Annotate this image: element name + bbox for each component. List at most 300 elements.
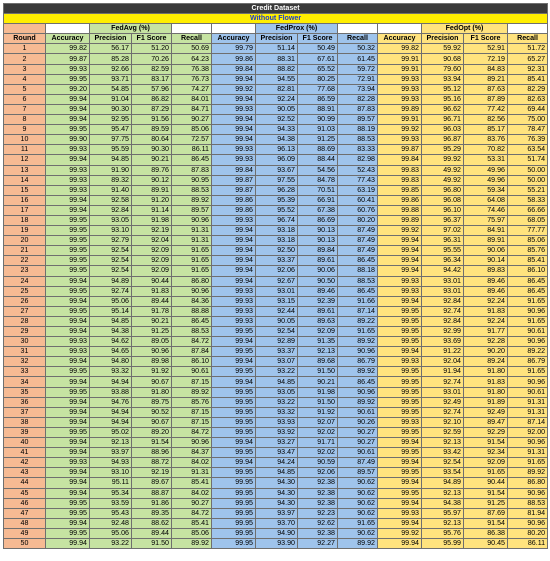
fedavg-accuracy-cell: 99.94 xyxy=(46,155,90,165)
fedopt-f1-cell: 92.49 xyxy=(464,407,508,417)
fedopt-precision-header: Precision xyxy=(422,34,464,44)
fedavg-f1-cell: 89.59 xyxy=(132,125,172,135)
table-row xyxy=(4,165,548,175)
table-row xyxy=(4,407,548,417)
fedopt-f1-cell: 90.06 xyxy=(464,246,508,256)
fedprox-accuracy-cell: 99.95 xyxy=(212,468,256,478)
fedavg-recall-cell: 50.69 xyxy=(172,44,212,54)
round-group-cell xyxy=(4,24,46,34)
fedavg-precision-cell: 93.10 xyxy=(90,226,132,236)
fedopt-accuracy-cell: 99.95 xyxy=(378,488,422,498)
fedopt-precision-cell: 92.74 xyxy=(422,407,464,417)
fedopt-precision-cell: 92.49 xyxy=(422,397,464,407)
fedopt-accuracy-cell: 99.95 xyxy=(378,397,422,407)
fedavg-f1-cell: 89.20 xyxy=(132,427,172,437)
fedprox-precision-cell: 93.18 xyxy=(256,236,298,246)
fedprox-precision-cell: 51.14 xyxy=(256,44,298,54)
fedavg-accuracy-cell: 99.87 xyxy=(46,54,90,64)
fedprox-f1-cell: 92.38 xyxy=(298,488,338,498)
fedopt-f1-cell: 91.83 xyxy=(464,306,508,316)
fedopt-precision-cell: 92.74 xyxy=(422,377,464,387)
fedopt-accuracy-cell: 99.94 xyxy=(378,236,422,246)
fedopt-accuracy-cell: 99.95 xyxy=(378,367,422,377)
fedprox-accuracy-cell: 99.87 xyxy=(212,185,256,195)
fedprox-f1-cell: 92.38 xyxy=(298,528,338,538)
fedavg-recall-cell: 84.36 xyxy=(172,296,212,306)
table-row xyxy=(4,74,548,84)
fedopt-f1-cell: 87.89 xyxy=(464,94,508,104)
fedprox-recall-cell: 61.45 xyxy=(338,54,378,64)
table-row xyxy=(4,205,548,215)
table-row xyxy=(4,417,548,427)
fedprox-recall-cell: 90.62 xyxy=(338,498,378,508)
fedopt-f1-cell: 91.25 xyxy=(464,498,508,508)
fedopt-precision-cell: 91.94 xyxy=(422,367,464,377)
fedavg-recall-cell: 91.65 xyxy=(172,256,212,266)
fedavg-recall-cell: 85.76 xyxy=(172,397,212,407)
fedavg-f1-cell: 91.80 xyxy=(132,387,172,397)
fedopt-accuracy-cell: 99.95 xyxy=(378,327,422,337)
fedopt-precision-cell: 92.13 xyxy=(422,488,464,498)
round-header: Round xyxy=(4,34,46,44)
fedopt-accuracy-cell: 99.84 xyxy=(378,155,422,165)
fedavg-recall-cell: 90.96 xyxy=(172,215,212,225)
fedavg-precision-cell: 94.85 xyxy=(90,155,132,165)
fedavg-recall-cell: 89.92 xyxy=(172,538,212,548)
fedavg-recall-cell: 84.02 xyxy=(172,488,212,498)
fedprox-f1-cell: 91.35 xyxy=(298,337,338,347)
fedprox-precision-cell: 94.85 xyxy=(256,377,298,387)
fedprox-recall-cell: 91.66 xyxy=(338,296,378,306)
fedprox-accuracy-cell: 99.94 xyxy=(212,256,256,266)
fedopt-precision-cell: 96.10 xyxy=(422,205,464,215)
fedavg-f1-cell: 86.82 xyxy=(132,94,172,104)
fedavg-f1-cell: 80.64 xyxy=(132,135,172,145)
round-cell: 34 xyxy=(4,377,46,387)
fedavg-recall-cell: 84.71 xyxy=(172,104,212,114)
fedavg-accuracy-cell: 99.93 xyxy=(46,458,90,468)
fedopt-f1-cell: 90.45 xyxy=(464,538,508,548)
fedavg-precision-cell: 92.74 xyxy=(90,286,132,296)
fedopt-precision-cell: 92.74 xyxy=(422,306,464,316)
fedopt-recall-cell: 76.39 xyxy=(508,135,548,145)
fedavg-precision-cell: 93.71 xyxy=(90,74,132,84)
fedprox-f1-cell: 67.61 xyxy=(298,54,338,64)
fedopt-accuracy-cell: 99.91 xyxy=(378,64,422,74)
fedopt-accuracy-cell: 99.94 xyxy=(378,498,422,508)
fedprox-precision-cell: 92.50 xyxy=(256,246,298,256)
fedprox-f1-cell: 90.13 xyxy=(298,236,338,246)
fedopt-f1-cell: 84.83 xyxy=(464,64,508,74)
fedprox-accuracy-cell: 99.93 xyxy=(212,306,256,316)
fedavg-recall-cell: 87.15 xyxy=(172,417,212,427)
table-row xyxy=(4,44,548,54)
fedavg-precision-cell: 95.43 xyxy=(90,508,132,518)
fedprox-precision-cell: 93.15 xyxy=(256,296,298,306)
fedavg-recall-cell: 90.27 xyxy=(172,115,212,125)
fedprox-accuracy-cell: 99.95 xyxy=(212,367,256,377)
table-row xyxy=(4,115,548,125)
fedavg-precision-cell: 56.17 xyxy=(90,44,132,54)
fedopt-precision-cell: 59.92 xyxy=(422,44,464,54)
fedopt-accuracy-cell: 99.93 xyxy=(378,135,422,145)
fedavg-recall-cell: 84.37 xyxy=(172,448,212,458)
fedopt-recall-cell: 88.53 xyxy=(508,498,548,508)
fedopt-recall-cell: 50.00 xyxy=(508,175,548,185)
fedopt-recall-cell: 86.10 xyxy=(508,266,548,276)
fedprox-f1-cell: 54.56 xyxy=(298,165,338,175)
fedavg-f1-cell: 88.87 xyxy=(132,488,172,498)
fedavg-precision-cell: 93.88 xyxy=(90,387,132,397)
fedavg-recall-cell: 76.73 xyxy=(172,74,212,84)
fedavg-precision-cell: 95.02 xyxy=(90,427,132,437)
fedprox-accuracy-cell: 99.95 xyxy=(212,387,256,397)
fedavg-recall-cell: 91.31 xyxy=(172,226,212,236)
fedprox-recall-cell: 88.53 xyxy=(338,276,378,286)
fedopt-precision-cell: 92.59 xyxy=(422,427,464,437)
fedopt-accuracy-cell: 99.94 xyxy=(378,518,422,528)
table-row xyxy=(4,347,548,357)
fedopt-f1-cell: 70.82 xyxy=(464,145,508,155)
fedprox-recall-cell: 89.92 xyxy=(338,538,378,548)
fedavg-accuracy-cell: 99.95 xyxy=(46,286,90,296)
round-cell: 47 xyxy=(4,508,46,518)
round-cell: 38 xyxy=(4,417,46,427)
fedavg-accuracy-cell: 99.94 xyxy=(46,327,90,337)
fedopt-precision-cell: 95.12 xyxy=(422,84,464,94)
round-cell: 29 xyxy=(4,327,46,337)
table-row xyxy=(4,458,548,468)
fedopt-precision-cell: 79.60 xyxy=(422,64,464,74)
fedavg-precision-cell: 94.93 xyxy=(90,458,132,468)
fedopt-recall-cell: 81.94 xyxy=(508,508,548,518)
fedavg-recall-cell: 86.11 xyxy=(172,145,212,155)
fedavg-recall-cell: 90.61 xyxy=(172,367,212,377)
fedprox-recall-cell: 77.43 xyxy=(338,175,378,185)
fedavg-accuracy-cell: 99.94 xyxy=(46,316,90,326)
fedprox-f1-cell: 89.63 xyxy=(298,316,338,326)
fedprox-precision-cell: 92.24 xyxy=(256,94,298,104)
round-cell: 17 xyxy=(4,205,46,215)
fedopt-accuracy-cell: 99.94 xyxy=(378,347,422,357)
fedavg-recall-cell: 90.96 xyxy=(172,286,212,296)
fedprox-f1-cell: 84.78 xyxy=(298,175,338,185)
fedopt-recall-cell: 86.80 xyxy=(508,478,548,488)
fedavg-f1-cell: 92.09 xyxy=(132,266,172,276)
fedavg-precision-cell: 85.28 xyxy=(90,54,132,64)
fedavg-precision-cell: 93.32 xyxy=(90,367,132,377)
table-row xyxy=(4,478,548,488)
fedavg-accuracy-cell: 99.95 xyxy=(46,367,90,377)
fedprox-precision-cell: 88.82 xyxy=(256,64,298,74)
fedavg-precision-cell: 94.80 xyxy=(90,357,132,367)
fedopt-recall-cell: 90.96 xyxy=(508,518,548,528)
fedprox-recall-cell: 90.61 xyxy=(338,448,378,458)
fedopt-f1-cell: 49.96 xyxy=(464,165,508,175)
fedprox-blank-cell xyxy=(338,24,378,34)
fedprox-accuracy-cell: 99.93 xyxy=(212,296,256,306)
fedopt-recall-header: Recall xyxy=(508,34,548,44)
fedopt-precision-cell: 92.13 xyxy=(422,438,464,448)
fedprox-accuracy-cell: 99.95 xyxy=(212,347,256,357)
fedprox-f1-cell: 92.23 xyxy=(298,508,338,518)
fedavg-f1-cell: 89.75 xyxy=(132,397,172,407)
fedopt-precision-cell: 49.92 xyxy=(422,165,464,175)
fedopt-precision-cell: 95.55 xyxy=(422,246,464,256)
fedavg-f1-cell: 89.05 xyxy=(132,337,172,347)
fedprox-accuracy-cell: 99.79 xyxy=(212,44,256,54)
fedavg-f1-cell: 90.44 xyxy=(132,276,172,286)
fedopt-accuracy-cell: 99.83 xyxy=(378,165,422,175)
fedopt-recall-cell: 85.41 xyxy=(508,256,548,266)
fedopt-precision-cell: 92.10 xyxy=(422,417,464,427)
round-cell: 35 xyxy=(4,387,46,397)
fedprox-precision-cell: 93.92 xyxy=(256,427,298,437)
fedopt-f1-cell: 91.65 xyxy=(464,468,508,478)
fedprox-recall-cell: 63.19 xyxy=(338,185,378,195)
fedprox-precision-cell: 92.67 xyxy=(256,276,298,286)
fedprox-accuracy-cell: 99.95 xyxy=(212,427,256,437)
fedopt-accuracy-cell: 99.93 xyxy=(378,508,422,518)
fedopt-f1-cell: 91.83 xyxy=(464,377,508,387)
fedopt-recall-cell: 82.63 xyxy=(508,94,548,104)
fedavg-accuracy-cell: 99.95 xyxy=(46,246,90,256)
fedopt-f1-cell: 90.44 xyxy=(464,478,508,488)
fedavg-accuracy-cell: 99.94 xyxy=(46,115,90,125)
fedavg-accuracy-cell: 99.94 xyxy=(46,195,90,205)
fedavg-recall-cell: 84.02 xyxy=(172,458,212,468)
fedavg-precision-cell: 95.59 xyxy=(90,145,132,155)
fedprox-accuracy-cell: 99.94 xyxy=(212,438,256,448)
fedavg-recall-cell: 86.10 xyxy=(172,357,212,367)
table-row xyxy=(4,377,548,387)
fedavg-f1-cell: 91.50 xyxy=(132,538,172,548)
fedprox-accuracy-cell: 99.86 xyxy=(212,54,256,64)
fedavg-recall-cell: 84.72 xyxy=(172,508,212,518)
fedprox-recall-cell: 89.92 xyxy=(338,337,378,347)
fedopt-precision-cell: 96.71 xyxy=(422,115,464,125)
fedopt-f1-cell: 91.80 xyxy=(464,387,508,397)
round-cell: 31 xyxy=(4,347,46,357)
round-cell: 16 xyxy=(4,195,46,205)
fedopt-accuracy-cell: 99.89 xyxy=(378,215,422,225)
fedprox-accuracy-cell: 99.95 xyxy=(212,327,256,337)
fedopt-f1-cell: 53.31 xyxy=(464,155,508,165)
fedprox-f1-cell: 90.99 xyxy=(298,115,338,125)
fedprox-f1-cell: 89.84 xyxy=(298,246,338,256)
fedopt-recall-cell: 91.31 xyxy=(508,448,548,458)
fedopt-f1-cell: 89.83 xyxy=(464,266,508,276)
fedopt-f1-cell: 92.09 xyxy=(464,458,508,468)
fedprox-recall-cell: 90.96 xyxy=(338,347,378,357)
fedavg-accuracy-cell: 99.94 xyxy=(46,417,90,427)
fedopt-accuracy-cell: 99.94 xyxy=(378,438,422,448)
fedprox-accuracy-cell: 99.93 xyxy=(212,316,256,326)
fedprox-recall-cell: 86.45 xyxy=(338,286,378,296)
group-header-row xyxy=(4,24,548,34)
fedopt-recall-cell: 51.74 xyxy=(508,155,548,165)
fedavg-f1-cell: 82.59 xyxy=(132,64,172,74)
fedprox-f1-cell: 92.02 xyxy=(298,427,338,437)
fedopt-precision-cell: 92.84 xyxy=(422,316,464,326)
fedprox-accuracy-cell: 99.95 xyxy=(212,407,256,417)
table-row xyxy=(4,236,548,246)
fedprox-recall-cell: 82.28 xyxy=(338,94,378,104)
fedavg-f1-cell: 90.12 xyxy=(132,175,172,185)
table-row xyxy=(4,296,548,306)
table-row xyxy=(4,64,548,74)
results-table xyxy=(3,3,548,549)
fedopt-recall-cell: 89.92 xyxy=(508,468,548,478)
fedprox-accuracy-cell: 99.94 xyxy=(212,74,256,84)
fedprox-accuracy-cell: 99.94 xyxy=(212,337,256,347)
fedprox-precision-cell: 93.37 xyxy=(256,347,298,357)
fedavg-accuracy-cell: 99.94 xyxy=(46,397,90,407)
fedopt-precision-cell: 95.99 xyxy=(422,538,464,548)
fedopt-accuracy-cell: 99.92 xyxy=(378,528,422,538)
fedopt-recall-cell: 90.61 xyxy=(508,327,548,337)
fedprox-f1-cell: 91.71 xyxy=(298,438,338,448)
fedprox-accuracy-cell: 99.93 xyxy=(212,104,256,114)
fedprox-recall-cell: 87.49 xyxy=(338,458,378,468)
fedavg-f1-cell: 90.21 xyxy=(132,316,172,326)
fedprox-f1-cell: 88.69 xyxy=(298,145,338,155)
fedavg-f1-cell: 90.21 xyxy=(132,155,172,165)
round-cell: 40 xyxy=(4,438,46,448)
fedavg-f1-cell: 90.30 xyxy=(132,145,172,155)
fedopt-recall-cell: 91.65 xyxy=(508,296,548,306)
fedavg-accuracy-header: Accuracy xyxy=(46,34,90,44)
fedopt-precision-cell: 93.01 xyxy=(422,286,464,296)
fedopt-recall-cell: 69.44 xyxy=(508,104,548,114)
fedavg-accuracy-cell: 99.94 xyxy=(46,438,90,448)
fedavg-f1-cell: 88.72 xyxy=(132,458,172,468)
fedopt-recall-cell: 91.65 xyxy=(508,458,548,468)
table-row xyxy=(4,427,548,437)
fedopt-recall-cell: 50.00 xyxy=(508,165,548,175)
fedopt-precision-cell: 97.02 xyxy=(422,226,464,236)
round-cell: 8 xyxy=(4,115,46,125)
round-cell: 4 xyxy=(4,74,46,84)
fedavg-f1-cell: 70.26 xyxy=(132,54,172,64)
round-cell: 44 xyxy=(4,478,46,488)
table-row xyxy=(4,306,548,316)
fedprox-precision-cell: 93.22 xyxy=(256,397,298,407)
fedprox-accuracy-cell: 99.86 xyxy=(212,195,256,205)
fedopt-f1-cell: 89.24 xyxy=(464,357,508,367)
fedprox-f1-cell: 92.09 xyxy=(298,327,338,337)
fedprox-accuracy-cell: 99.94 xyxy=(212,135,256,145)
fedopt-recall-cell: 77.77 xyxy=(508,226,548,236)
fedprox-accuracy-cell: 99.92 xyxy=(212,84,256,94)
fedprox-f1-cell: 89.68 xyxy=(298,357,338,367)
fedopt-precision-cell: 96.03 xyxy=(422,125,464,135)
fedprox-f1-cell: 91.98 xyxy=(298,387,338,397)
fedavg-precision-cell: 92.95 xyxy=(90,115,132,125)
round-cell: 9 xyxy=(4,125,46,135)
fedprox-precision-cell: 94.85 xyxy=(256,468,298,478)
table-row xyxy=(4,125,548,135)
fedopt-f1-cell: 90.20 xyxy=(464,347,508,357)
fedavg-f1-cell: 91.54 xyxy=(132,438,172,448)
fedavg-accuracy-cell: 99.94 xyxy=(46,205,90,215)
fedprox-precision-cell: 93.67 xyxy=(256,165,298,175)
fedopt-precision-cell: 93.01 xyxy=(422,276,464,286)
fedopt-f1-cell: 91.77 xyxy=(464,327,508,337)
fedprox-precision-cell: 95.52 xyxy=(256,205,298,215)
fedopt-accuracy-cell: 99.83 xyxy=(378,175,422,185)
fedavg-precision-cell: 91.04 xyxy=(90,94,132,104)
fedprox-precision-cell: 97.55 xyxy=(256,175,298,185)
round-cell: 24 xyxy=(4,276,46,286)
fedavg-recall-cell: 91.65 xyxy=(172,246,212,256)
fedopt-recall-cell: 92.31 xyxy=(508,64,548,74)
fedprox-precision-cell: 94.38 xyxy=(256,135,298,145)
fedavg-f1-cell: 91.98 xyxy=(132,215,172,225)
fedopt-f1-cell: 85.17 xyxy=(464,125,508,135)
round-cell: 22 xyxy=(4,256,46,266)
fedavg-f1-cell: 88.96 xyxy=(132,448,172,458)
fedprox-precision-cell: 93.18 xyxy=(256,226,298,236)
fedprox-recall-cell: 86.79 xyxy=(338,357,378,367)
fedavg-accuracy-cell: 99.82 xyxy=(46,44,90,54)
fedavg-accuracy-cell: 99.95 xyxy=(46,236,90,246)
round-cell: 25 xyxy=(4,286,46,296)
fedavg-f1-cell: 89.35 xyxy=(132,508,172,518)
fedavg-precision-cell: 95.34 xyxy=(90,488,132,498)
fedavg-accuracy-cell: 99.20 xyxy=(46,84,90,94)
fedopt-group-header: FedOpt (%) xyxy=(422,24,508,34)
fedprox-accuracy-cell: 99.84 xyxy=(212,64,256,74)
round-cell: 15 xyxy=(4,185,46,195)
fedopt-f1-cell: 83.76 xyxy=(464,135,508,145)
fedopt-accuracy-cell: 99.93 xyxy=(378,84,422,94)
fedopt-recall-cell: 51.72 xyxy=(508,44,548,54)
fedavg-precision-header: Precision xyxy=(90,34,132,44)
fedavg-accuracy-cell: 99.93 xyxy=(46,337,90,347)
fedopt-recall-cell: 85.06 xyxy=(508,236,548,246)
fedopt-accuracy-cell: 99.95 xyxy=(378,306,422,316)
table-row xyxy=(4,135,548,145)
fedprox-precision-cell: 94.30 xyxy=(256,498,298,508)
fedprox-recall-cell: 52.43 xyxy=(338,165,378,175)
fedopt-precision-cell: 96.87 xyxy=(422,135,464,145)
fedprox-recall-cell: 73.94 xyxy=(338,84,378,94)
fedavg-recall-cell: 88.53 xyxy=(172,185,212,195)
fedprox-precision-cell: 93.90 xyxy=(256,538,298,548)
fedprox-precision-cell: 93.47 xyxy=(256,448,298,458)
fedprox-precision-header: Precision xyxy=(256,34,298,44)
fedavg-accuracy-cell: 99.94 xyxy=(46,478,90,488)
fedprox-f1-cell: 90.50 xyxy=(298,276,338,286)
fedprox-f1-cell: 91.50 xyxy=(298,367,338,377)
table-row xyxy=(4,155,548,165)
fedprox-recall-cell: 91.65 xyxy=(338,518,378,528)
fedavg-accuracy-cell: 99.95 xyxy=(46,215,90,225)
round-cell: 5 xyxy=(4,84,46,94)
fedopt-f1-cell: 89.47 xyxy=(464,417,508,427)
table-row xyxy=(4,246,548,256)
table-row xyxy=(4,226,548,236)
fedprox-blank-cell xyxy=(212,24,256,34)
table-row xyxy=(4,528,548,538)
fedavg-f1-cell: 91.20 xyxy=(132,195,172,205)
fedavg-recall-cell: 76.38 xyxy=(172,64,212,74)
fedprox-recall-cell: 90.62 xyxy=(338,478,378,488)
fedprox-f1-cell: 90.21 xyxy=(298,377,338,387)
fedopt-accuracy-cell: 99.95 xyxy=(378,427,422,437)
title-row xyxy=(4,4,548,14)
